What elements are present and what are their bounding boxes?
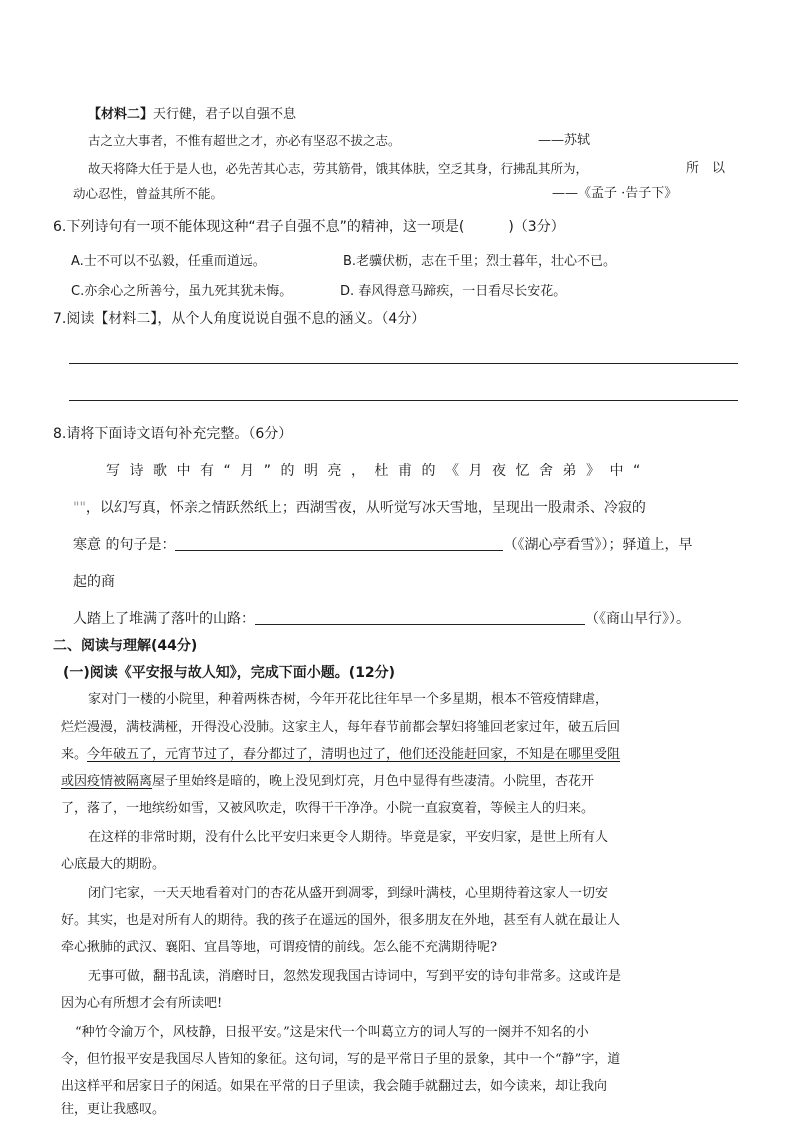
- material2-quote2-source: ——《孟子 ·告子下》: [552, 186, 678, 201]
- q7-answer-line-2[interactable]: [69, 400, 738, 401]
- passage-p1-line2: 烂烂漫漫，满枝满桠，开得没心没肺。这家主人，每年春节前都会挈妇将雏回老家过年，破五后回: [61, 720, 621, 735]
- passage-p1-line5: 了，落了，一地缤纷如雪，又被风吹走，吹得干干净净。小院一直寂寞着，等候主人的归来。: [61, 801, 595, 816]
- q7-answer-line-1[interactable]: [69, 363, 738, 364]
- q8-line2-mark: "": [73, 500, 86, 516]
- material2-quote1: 古之立大事者，不惟有超世之才，亦必有坚忍不拔之志。: [88, 133, 401, 148]
- passage-p5-line2: 令，但竹报平安是我国尽人皆知的象征。这句词，写的是平常日子里的景象，其中一个“静”字，道: [61, 1052, 621, 1067]
- material2-quote2-line1: 故天将降大任于是人也，必先苦其心志，劳其筋骨，饿其体肤，空乏其身，行拂乱其所为，: [88, 161, 589, 176]
- material2-quote2-line2: 动心忍性，曾益其所不能。: [73, 186, 224, 201]
- q6-stem: 6.下列诗句有一项不能体现这种“君子自强不息”的精神，这一项是( )（3分）: [53, 219, 565, 235]
- material2-heading: 【材料二】: [88, 107, 154, 122]
- passage-p3-line1: 闭门宅家，一天天地看着对门的杏花从盛开到凋零，到绿叶满枝，心里期待着这家人一切安: [88, 886, 609, 901]
- q8-line3: 寒意 的句子是： （《湖心亭看雪》）；驿道上，早: [73, 537, 693, 553]
- passage-p4-line1: 无事可做，翻书乱读，消磨时日，忽然发现我国古诗词中，写到平安的诗句非常多。这或许是: [88, 969, 622, 984]
- passage-p2-line2: 心底最大的期盼。: [61, 857, 166, 872]
- q8-line1: 写诗歌中有“月”的明亮，杜甫的《月夜忆舍弟》中“: [106, 463, 650, 479]
- q8-line5: 人踏上了堆满了落叶的山路： （《商山早行》）。: [73, 611, 690, 627]
- passage-p1-line4: 或因疫情被隔离屋子里始终是暗的，晚上没见到灯亮，月色中显得有些凄清。小院里，杏花开: [61, 774, 595, 789]
- passage-p3-line2: 好。其实，也是对所有人的期待。我的孩子在遥远的国外，很多朋友在外地，甚至有人就在最让人: [61, 913, 621, 928]
- material2-quote2-line1-end: 所 以: [686, 161, 726, 176]
- passage-p5-line1: “种竹令渝万个，风枝静，日报平安。”这是宋代一个叫葛立方的词人写的一阕并不知名的小: [75, 1025, 589, 1040]
- q6-option-c: C.亦余心之所善兮，虽九死其犹未悔。: [71, 284, 293, 299]
- material2-quote1-source: ——苏轼: [538, 133, 591, 148]
- q6-option-a: A.士不可以不弘毅，任重而道远。: [71, 254, 266, 269]
- q6-option-b: B.老骥伏枥，志在千里；烈士暮年，壮心不已。: [343, 254, 617, 269]
- passage-p1-line3: 来。今年破五了，元宵节过了，春分都过了，清明也过了，他们还没能赶回家，不知是在哪里受阻: [61, 747, 621, 762]
- section2-title: 二、阅读与理解(44分): [53, 638, 198, 654]
- q6-option-d: D. 春风得意马蹄疾，一日看尽长安花。: [340, 284, 567, 299]
- underlined-sentence-part2: 或因疫情被隔离: [61, 774, 153, 789]
- q8-stem: 8.请将下面诗文语句补充完整。（6分）: [53, 426, 293, 442]
- material2-heading-rest: 天行健，君子以自强不息: [153, 107, 297, 122]
- q8-line4: 起的商: [73, 574, 115, 590]
- part1-title: (一)阅读《平安报与故人知》，完成下面小题。(12分): [63, 665, 396, 681]
- passage-p5-line3: 出这样平和居家日子的闲适。如果在平常的日子里读，我会随手就翻过去，如今读来，却让我向: [61, 1079, 608, 1094]
- passage-p1-line1: 家对门一楼的小院里，种着两株杏树，今年开花比往年早一个多星期，根本不管疫情肆虐，: [88, 692, 609, 707]
- q8-blank-1[interactable]: [175, 536, 503, 551]
- q8-blank-2[interactable]: [255, 610, 585, 625]
- q8-line2: ""，以幻写真，怀亲之情跃然纸上；西湖雪夜，从听觉写冰天雪地，呈现出一股肃杀、冷寂的: [73, 500, 646, 516]
- passage-p4-line2: 因为心有所想才会有所读吧!: [61, 996, 223, 1011]
- material2-title: [88, 106, 296, 124]
- passage-p3-line3: 牵心揪肺的武汉、襄阳、宜昌等地，可谓疫情的前线。怎么能不充满期待呢?: [61, 940, 497, 955]
- passage-p5-line4: 往，更让我感叹。: [61, 1102, 166, 1117]
- underlined-sentence-part1: 今年破五了，元宵节过了，春分都过了，清明也过了，他们还没能赶回家，不知是在哪里受阻: [87, 747, 621, 762]
- passage-p2-line1: 在这样的非常时期，没有什么比平安归来更令人期待。毕竟是家，平安归家，是世上所有人: [88, 830, 609, 845]
- q7-stem: 7.阅读【材料二】，从个人角度说说自强不息的涵义。（4分）: [53, 311, 426, 327]
